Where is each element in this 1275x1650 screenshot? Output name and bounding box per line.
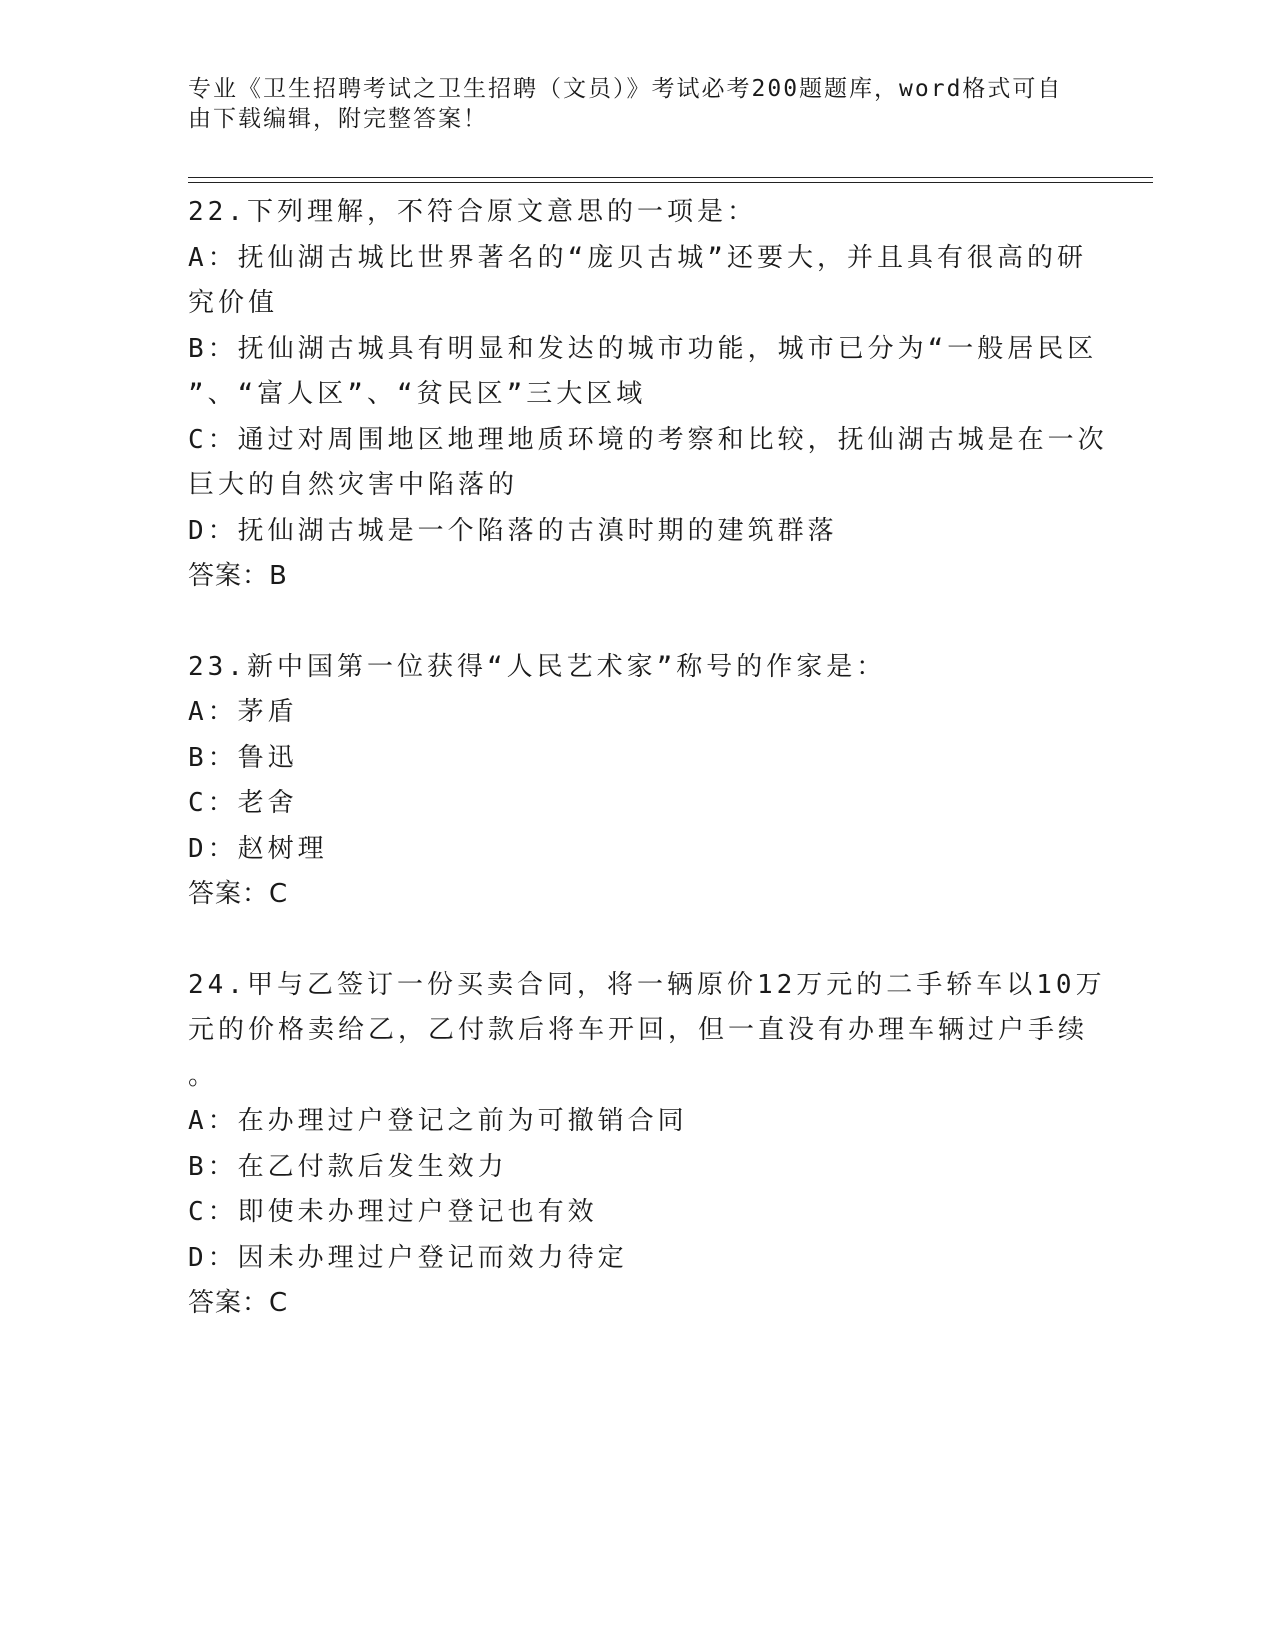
option-c-line-1: C：通过对周围地区地理地质环境的考察和比较，抚仙湖古城是在一次 [188, 424, 1108, 455]
question-stem-line-2: 元的价格卖给乙，乙付款后将车开回，但一直没有办理车辆过户手续 [188, 1015, 1089, 1045]
header-divider-bottom [188, 182, 1153, 183]
option-b: B：鲁迅 [188, 742, 298, 773]
answer: 答案：C [188, 879, 289, 909]
option-d: D：赵树理 [188, 833, 328, 864]
question-stem: 23.新中国第一位获得“人民艺术家”称号的作家是： [188, 651, 887, 682]
option-d: D：抚仙湖古城是一个陷落的古滇时期的建筑群落 [188, 515, 838, 546]
option-b-line-2: ”、“富人区”、“贫民区”三大区域 [188, 379, 647, 409]
question-stem: 22.下列理解，不符合原文意思的一项是： [188, 197, 757, 227]
question-list [188, 190, 1108, 1327]
option-a: A：茅盾 [188, 697, 298, 727]
spacer [188, 918, 1068, 963]
option-c-line-2: 巨大的自然灾害中陷落的 [188, 470, 519, 500]
header-line-1: 专业《卫生招聘考试之卫生招聘（文员）》考试必考200题题库，word格式可自 [188, 76, 1063, 102]
question-stem-line-3: 。 [188, 1060, 219, 1091]
document-header [188, 74, 1068, 134]
option-a: A：在办理过户登记之前为可撤销合同 [188, 1106, 688, 1136]
question-22 [188, 190, 1108, 600]
question-24 [188, 963, 1106, 1327]
question-stem-line-1: 24.甲与乙签订一份买卖合同，将一辆原价12万元的二手轿车以10万 [188, 969, 1106, 1000]
spacer [188, 600, 1068, 645]
option-a-line-1: A：抚仙湖古城比世界著名的“庞贝古城”还要大，并且具有很高的研 [188, 242, 1087, 273]
header-line-2: 由下载编辑，附完整答案！ [188, 106, 488, 132]
answer: 答案：B [188, 561, 288, 591]
answer: 答案：C [188, 1288, 289, 1318]
option-c: C：即使未办理过户登记也有效 [188, 1197, 598, 1227]
question-23 [188, 645, 1068, 918]
option-d: D：因未办理过户登记而效力待定 [188, 1242, 628, 1273]
option-b-line-1: B：抚仙湖古城具有明显和发达的城市功能，城市已分为“一般居民区 [188, 333, 1098, 364]
option-a-line-2: 究价值 [188, 288, 279, 318]
option-b: B：在乙付款后发生效力 [188, 1151, 508, 1182]
option-c: C：老舍 [188, 788, 298, 818]
header-divider-top [188, 177, 1153, 178]
